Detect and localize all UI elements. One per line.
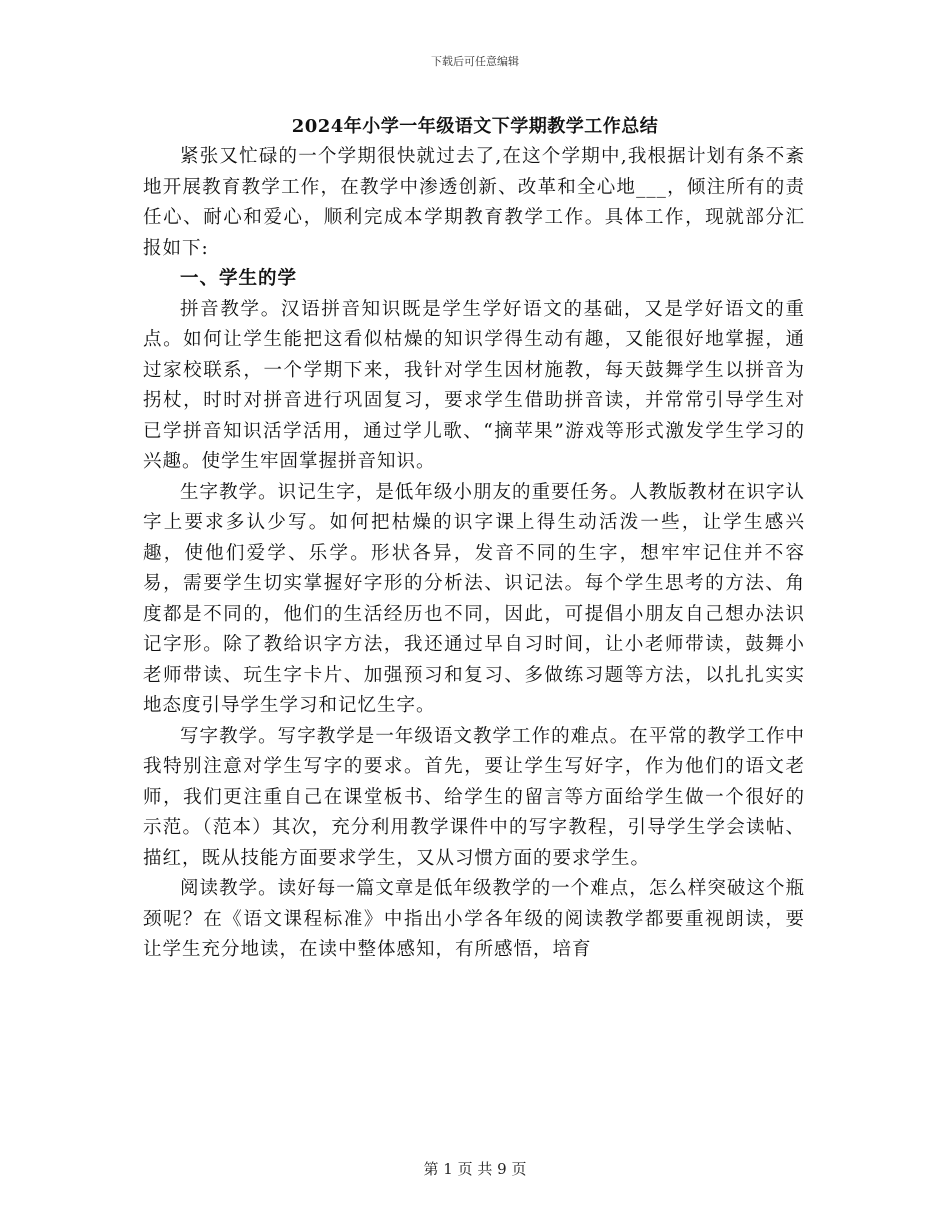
character-paragraph: 生字教学。识记生字，是低年级小朋友的重要任务。人教版教材在识字认字上要求多认少写。如何把枯燥的识字课上得生动活泼一些，让学生感兴趣，使他们爱学、乐学。形状各异，发音不同的生字，想牢牢记住并不容易，需要学生切实掌握好字形的分析法、识记法。每个学生思考的方法、角度都是不同的，他们的生活经历也不同，因此，可提倡小朋友自己想办法识记字形。除了教给识字方法，我还通过早自习时间，让小老师带读，鼓舞小老师带读、玩生字卡片、加强预习和复习、多做练习题等方法，以扎扎实实地态度引导学生学习和记忆生字。: [143, 481, 805, 716]
page-header: 下载后可任意编辑: [431, 55, 519, 68]
intro-paragraph: 紧张又忙碌的一个学期很快就过去了,在这个学期中,我根据计划有条不紊地开展教育教学工作，在教学中渗透创新、改革和全心地___，倾注所有的责任心、耐心和爱心，顺利完成本学期教育教学工作。具体工作，现就部分汇报如下:: [143, 146, 805, 259]
document-title: 2024年小学一年级语文下学期教学工作总结: [291, 116, 659, 137]
document-body: [143, 142, 805, 966]
writing-paragraph: 写字教学。写字教学是一年级语文教学工作的难点。在平常的教学工作中我特别注意对学生写字的要求。首先，要让学生写好字，作为他们的语文老师，我们更注重自己在课堂板书、给学生的留言等方面给学生做一个很好的示范。（范本）其次，充分利用教学课件中的写字教程，引导学生学会读帖、描红，既从技能方面要求学生，又从习惯方面的要求学生。: [143, 725, 805, 869]
page-number: 第 1 页 共 9 页: [423, 1160, 527, 1178]
pinyin-paragraph: 拼音教学。汉语拼音知识既是学生学好语文的基础，又是学好语文的重点。如何让学生能把这看似枯燥的知识学得生动有趣，又能很好地掌握，通过家校联系，一个学期下来，我针对学生因材施教，每天鼓舞学生以拼音为拐杖，时时对拼音进行巩固复习，要求学生借助拼音读，并常常引导学生对已学拼音知识活学活用，通过学儿歌、“摘苹果”游戏等形式激发学生学习的兴趣。使学生牢固掌握拼音知识。: [143, 298, 805, 472]
section-heading: 一、学生的学: [180, 268, 298, 289]
reading-paragraph: 阅读教学。读好每一篇文章是低年级教学的一个难点，怎么样突破这个瓶颈呢？在《语文课程标准》中指出小学各年级的阅读教学都要重视朗读，要让学生充分地读，在读中整体感知，有所感悟，培育: [143, 878, 805, 960]
